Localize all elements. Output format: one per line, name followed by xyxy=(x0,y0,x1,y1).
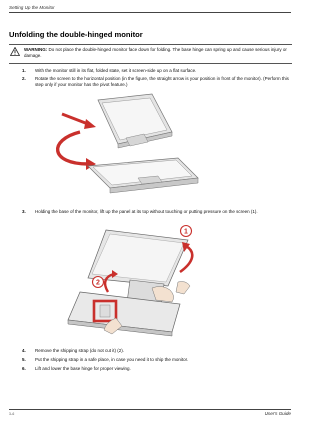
footer-rule xyxy=(9,409,291,410)
step-6 xyxy=(22,366,290,372)
section-title: Unfolding the double-hinged monitor xyxy=(9,30,143,39)
callout-2-label: 2 xyxy=(96,279,100,287)
step-1 xyxy=(22,68,290,74)
callout-1 xyxy=(181,226,192,237)
step-text: Put the shipping strap in a safe place, in case you need it to ship the monitor. xyxy=(35,357,189,362)
rotated-panel-illustration xyxy=(98,94,172,148)
warning-label: WARNING: xyxy=(24,47,48,52)
header-rule xyxy=(9,12,291,13)
step-number: 3. xyxy=(22,209,26,214)
figure-lift-and-strap xyxy=(60,222,210,340)
flat-panel-illustration xyxy=(88,158,198,193)
step-text: Remove the shipping strap (do not cut it) (2). xyxy=(35,348,125,353)
straight-arrow-shaft xyxy=(62,114,88,124)
monitor-base-illustration xyxy=(68,230,188,336)
step-number: 4. xyxy=(22,348,26,353)
step-text: Lift and lower the base hinge for proper viewing. xyxy=(35,366,131,371)
warning-box xyxy=(9,44,292,64)
running-header: Setting Up the Monitor xyxy=(9,5,55,10)
straight-arrow-head-icon xyxy=(84,119,96,129)
step-4 xyxy=(22,348,290,354)
step-text: With the monitor still in its flat, folded state, set it screen-side up on a flat surface. xyxy=(35,68,197,73)
warning-text xyxy=(24,47,290,59)
rotation-arrow xyxy=(58,132,88,164)
callout-1-label: 1 xyxy=(184,228,188,236)
warning-triangle-icon xyxy=(10,47,20,56)
step-3 xyxy=(22,209,290,215)
step-number: 1. xyxy=(22,68,26,73)
callout-2 xyxy=(93,277,104,288)
page-number: 3–6 xyxy=(9,412,15,416)
warning-body: Do not place the double-hinged monitor face down for folding. The base hinge can spring up and cause serious injury or damage. xyxy=(24,47,287,58)
guide-title: User's Guide xyxy=(264,411,291,416)
step-number: 2. xyxy=(22,76,26,81)
step-number: 6. xyxy=(22,366,26,371)
figure-rotate-monitor xyxy=(40,92,230,202)
step-number: 5. xyxy=(22,357,26,362)
step-5 xyxy=(22,357,290,363)
step-text: Holding the base of the monitor, lift up the panel at its top without touching or putting pressure on the screen (1). xyxy=(35,209,258,214)
step-text: Rotate the screen to the horizontal position (in the figure, the straight arrow is your position in front of the monitor). (Perform this step only if your monitor has the pivot feature.) xyxy=(35,76,289,87)
step-2 xyxy=(22,76,290,88)
